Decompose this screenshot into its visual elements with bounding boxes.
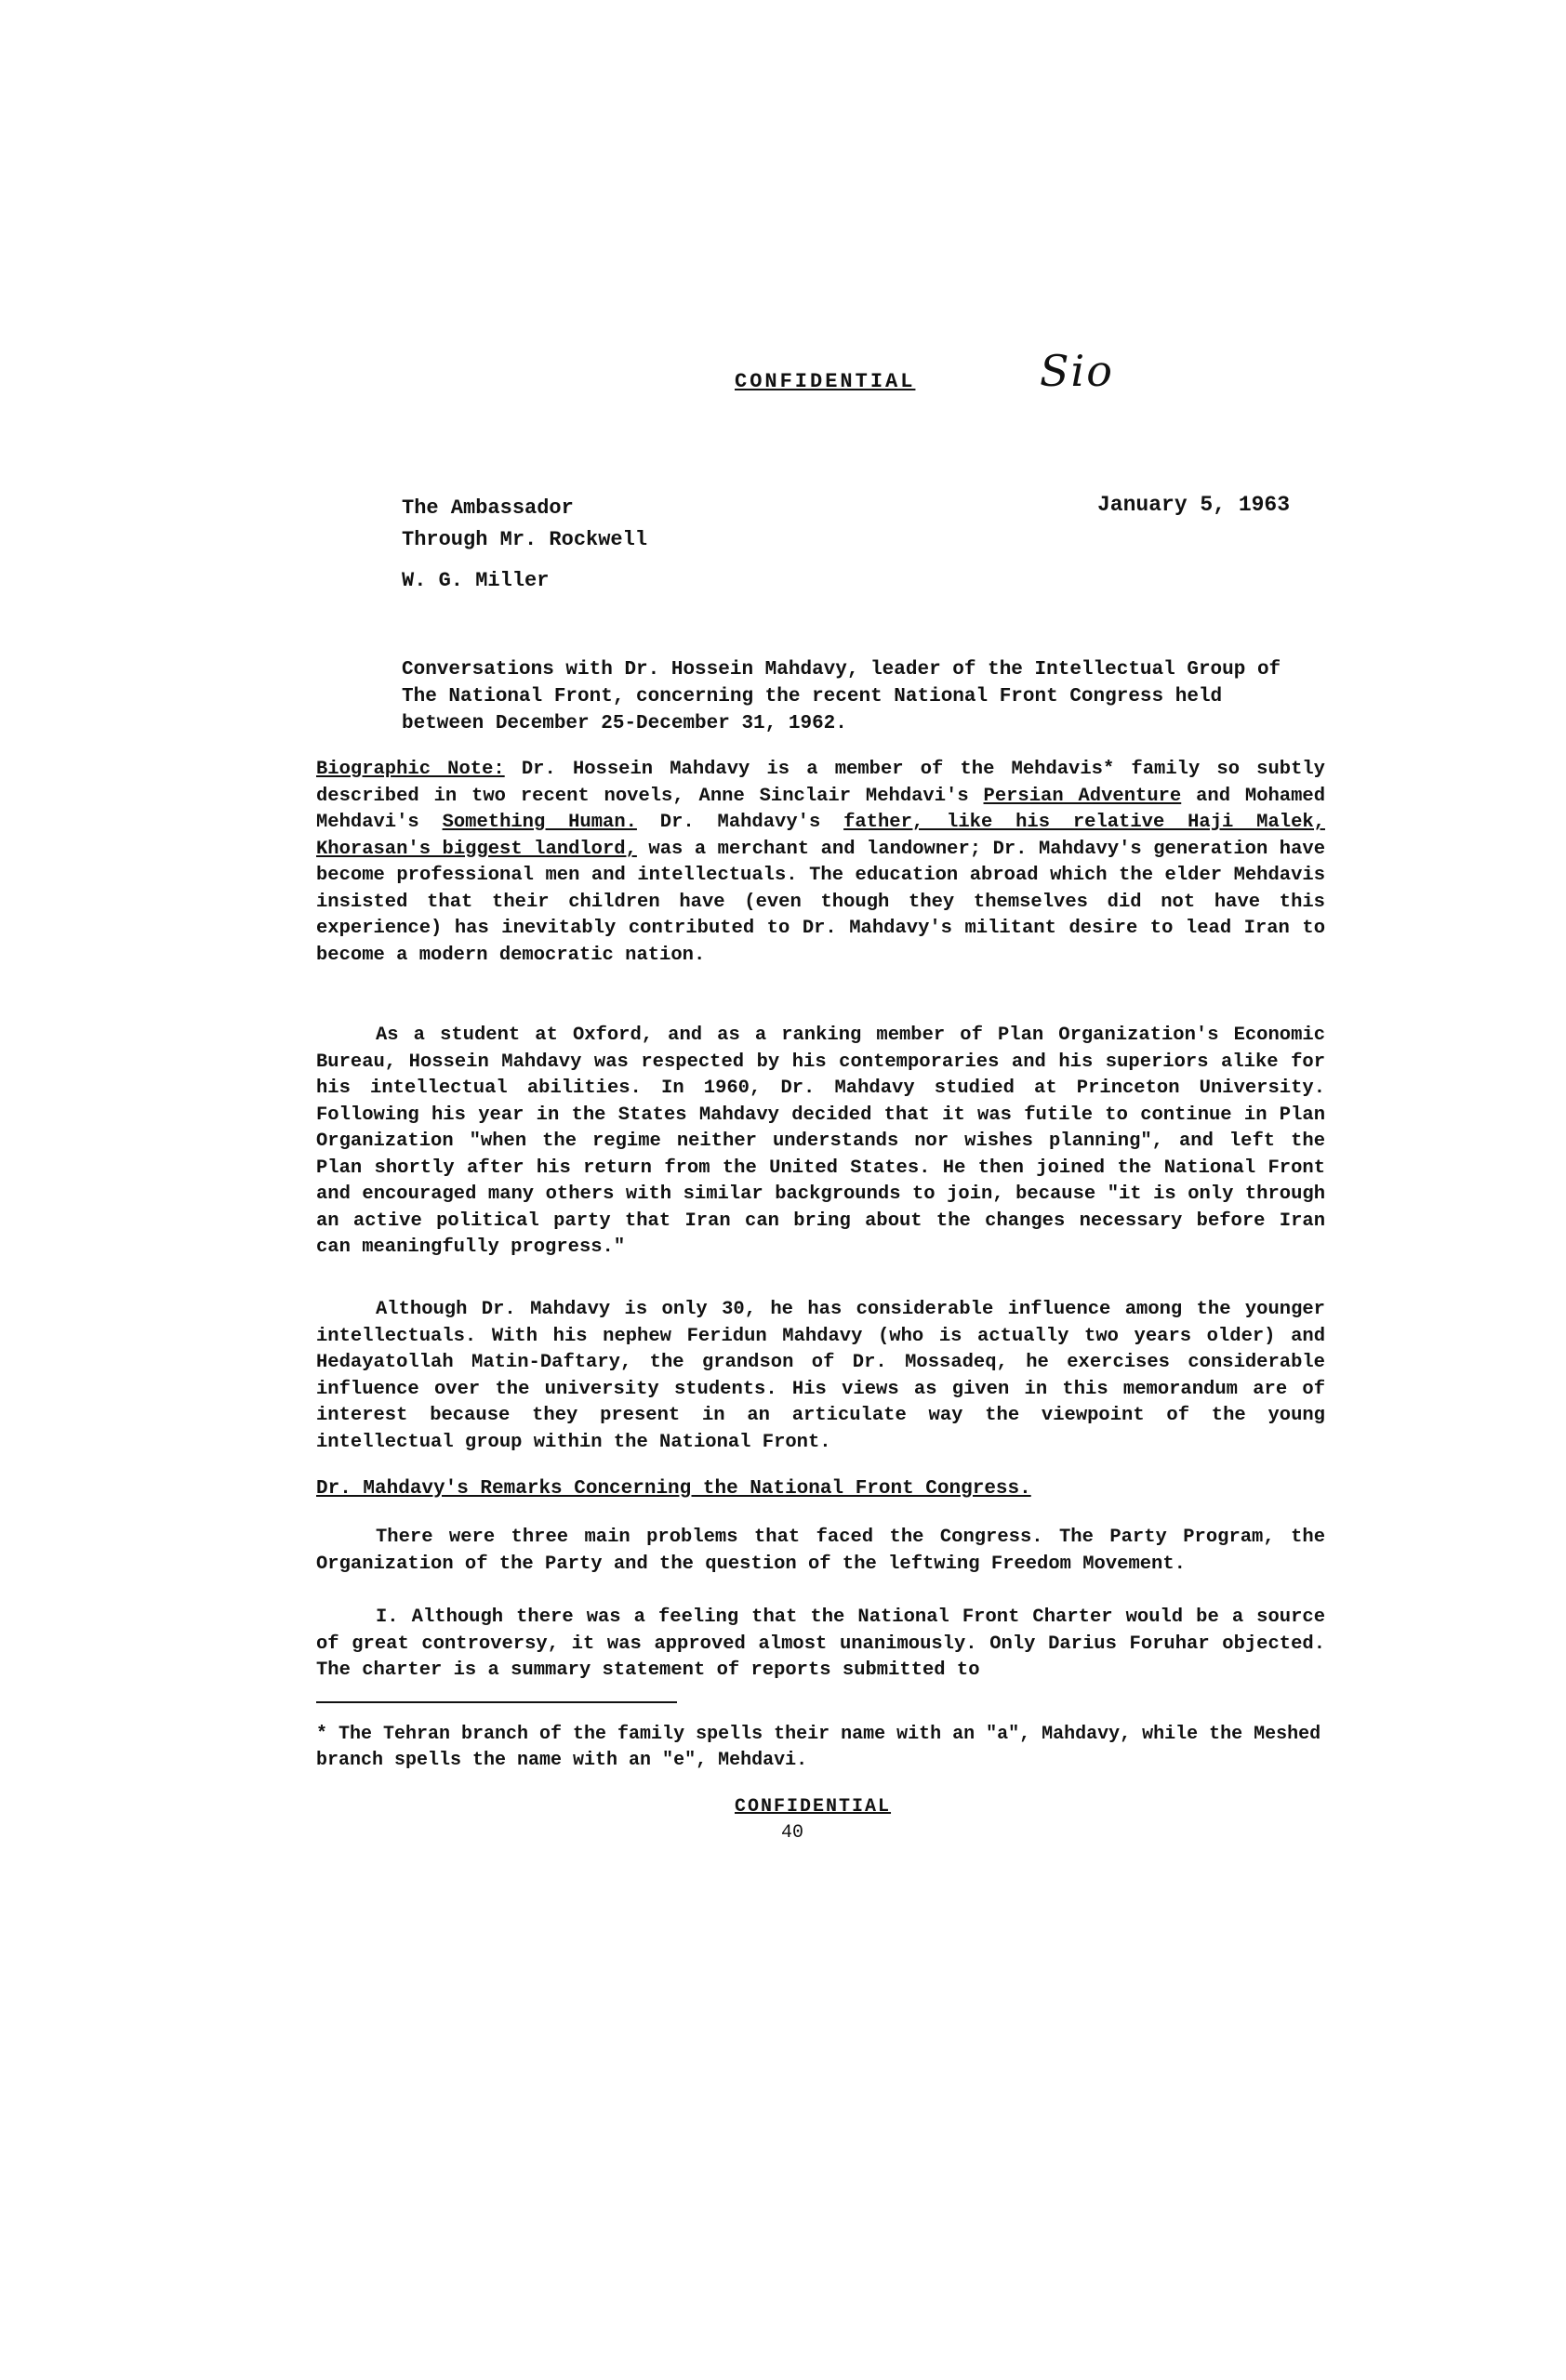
footnote: * The Tehran branch of the family spells their name with an "a", Mahdavy, while the Meshed branch spells the name with an "e", Mehdavi. <box>316 1724 1321 1771</box>
paragraph-oxford <box>316 1023 1325 1262</box>
biographic-note-paragraph <box>316 757 1325 969</box>
bio-book-2: Something Human. <box>442 812 637 833</box>
memo-date: January 5, 1963 <box>1097 493 1291 517</box>
page-number: 40 <box>781 1822 804 1844</box>
bio-father: father, like his relative Haji Malek, Khorasan's biggest landlord, <box>316 812 1325 860</box>
section-heading: Dr. Mahdavy's Remarks Concerning the National Front Congress. <box>316 1478 1031 1500</box>
bio-text-4: was a merchant and landowner; Dr. Mahdavy's generation have become professional men and intellectuals. The education abroad which the elder Mehdavis insisted that their children have (even though they themselves did not have this experience) has inevitably contributed to Dr. Mahdavy's militant desire to lead Iran to become a modern democratic nation. <box>316 838 1325 966</box>
memo-addressee <box>402 493 647 556</box>
footnote-divider <box>316 1701 677 1703</box>
classification-header: CONFIDENTIAL <box>735 370 916 393</box>
bio-book-1: Persian Adventure <box>983 785 1182 807</box>
memo-from: W. G. Miller <box>402 569 550 592</box>
bio-text-3: Dr. Mahdavy's <box>636 812 844 833</box>
paragraph-problems-text: There were three main problems that faced the Congress. The Party Program, the Organization of the Party and the question of the leftwing Freedom Movement. <box>316 1527 1325 1575</box>
paragraph-charter-text: I. Although there was a feeling that the National Front Charter would be a source of great controversy, it was approved almost unanimously. Only Darius Foruhar objected. The charter is a summary statement of reports submitted to <box>316 1606 1325 1681</box>
memo-subject: Conversations with Dr. Hossein Mahdavy, leader of the Intellectual Group of The National Front, concerning the recent National Front Congress held between December 25-December 31, 1962. <box>402 659 1281 734</box>
paragraph-influence-text: Although Dr. Mahdavy is only 30, he has considerable influence among the younger intellectuals. With his nephew Feridun Mahdavy (who is actually two years older) and Hedayatollah Matin-Daftary, the grandson of Dr. Mossadeq, he exercises considerable influence over the university students. His views as given in this memorandum are of interest because they present in an articulate way the viewpoint of the young intellectual group within the National Front. <box>316 1299 1325 1453</box>
handwritten-annotation: Sio <box>1040 346 1114 396</box>
bio-text-1: is a member of the Mehdavis* family so subtly described in two recent novels, Anne Sinclair Mehdavi's <box>316 759 1325 807</box>
memo-to: The Ambassador <box>402 496 574 520</box>
paragraph-charter <box>316 1605 1325 1685</box>
memo-through: Through Mr. Rockwell <box>402 528 648 551</box>
classification-footer: CONFIDENTIAL <box>735 1796 892 1818</box>
bio-text-2: and Mohamed Mehdavi's <box>316 785 1326 833</box>
paragraph-influence <box>316 1297 1325 1456</box>
paragraph-problems <box>316 1525 1325 1578</box>
paragraph-oxford-text: As a student at Oxford, and as a ranking member of Plan Organization's Economic Bureau, Hossein Mahdavy was respected by his contemporaries and his superiors alike for his intellectual abilities. In 1960, Dr. Mahdavy studied at Princeton University. Following his year in the States Mahdavy decided that it was futile to continue in Plan Organization "when the regime neither understands nor wishes planning", and left the Plan shortly after his return from the United States. He then joined the National Front and encouraged many others with similar backgrounds to join, because "it is only through an active political party that Iran can bring about the changes necessary before Iran can meaningfully progress." <box>316 1025 1325 1258</box>
bio-label: Biographic Note: <box>316 759 505 780</box>
bio-name: Dr. Hossein Mahdavy <box>521 759 750 780</box>
